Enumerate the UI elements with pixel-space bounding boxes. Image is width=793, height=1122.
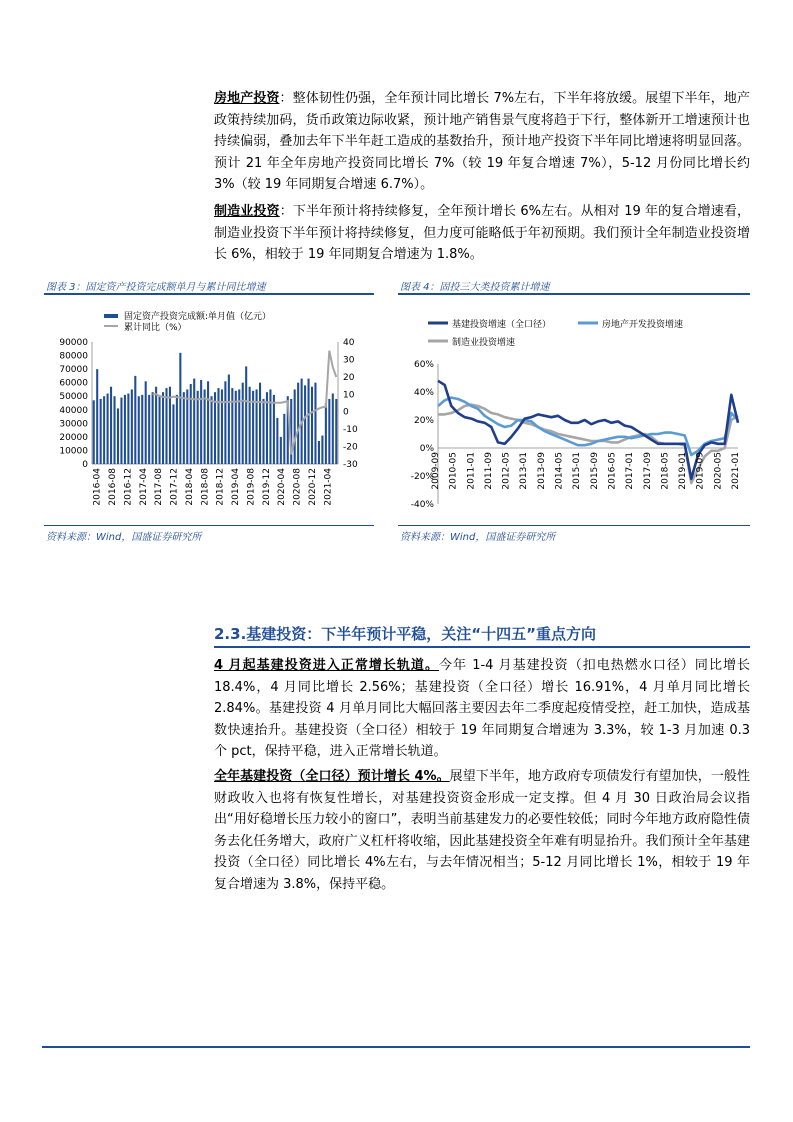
text-infra-forecast: 展望下半年，地方政府专项债发行有望加快，一般性财政收入也将有恢复性增长，对基建投资资金形成一定支撑。但 4 月 30 日政治局会议指出“用好稳增长压力较小的窗口”，表明当前基建发力的必要性较低；同时今年地方政府隐性债务去化任务增大，政府广义杠杆将收缩，因此基建投资全年难有明显抬升。我们预计全年基建投资（全口径）同比增长 4%左右，与去年情况相当；5-12 月同比增长 1%，相较于 19 年复合增速为 3.8%，保持平稳。 — [214, 769, 750, 892]
x-tick-label: 2018-12 — [215, 468, 226, 506]
y-left-tick: 70000 — [59, 365, 88, 376]
x-tick-label: 2018-05 — [660, 452, 671, 490]
x-tick-label: 2011-09 — [483, 452, 494, 490]
y-left-tick: 30000 — [59, 419, 88, 430]
bar-monthly-investment — [294, 389, 296, 464]
line-realestate — [438, 398, 738, 455]
legend-manufacturing-label: 制造业投资增速 — [452, 338, 516, 348]
paragraph-infra-forecast — [214, 766, 750, 895]
bar-monthly-investment — [311, 387, 313, 464]
bar-monthly-investment — [318, 441, 320, 464]
bar-monthly-investment — [283, 414, 285, 464]
chart-fixed-asset-investment — [44, 298, 374, 520]
bar-monthly-investment — [273, 395, 275, 464]
section-title: 2.3.基建投资：下半年预计平稳，关注“十四五”重点方向 — [214, 625, 596, 643]
bar-monthly-investment — [280, 437, 282, 464]
bar-monthly-investment — [214, 392, 216, 464]
x-tick-label: 2018-08 — [200, 468, 211, 506]
y-right-tick: 30 — [343, 355, 355, 366]
bar-monthly-investment — [269, 389, 271, 464]
bar-monthly-investment — [297, 383, 299, 464]
y-left-tick: 20000 — [59, 432, 88, 443]
section-title-rule — [214, 646, 750, 648]
text-manufacturing: ：下半年预计将持续修复，全年预计增长 6%左右。从相对 19 年的复合增速看，制造业投资下半年预计将持续修复，但力度可能略低于年初预期。我们预计全年制造业投资增长 6%，相较于 19 年同期复合增速为 1.8%。 — [214, 204, 750, 262]
y-left-tick: 50000 — [59, 392, 88, 403]
x-tick-label: 2020-08 — [292, 468, 303, 506]
y-right-tick: -30 — [343, 460, 358, 470]
heading-infra-normal-growth: 4 月起基建投资进入正常增长轨道。 — [214, 658, 439, 673]
bar-monthly-investment — [159, 396, 161, 464]
bar-monthly-investment — [304, 385, 306, 464]
bar-monthly-investment — [332, 394, 334, 464]
x-tick-label: 2019-08 — [246, 468, 257, 506]
x-tick-label: 2017-04 — [138, 468, 149, 506]
y-right-tick: -20 — [343, 442, 358, 453]
y-right-tick: 20 — [343, 372, 355, 383]
legend-line-swatch — [104, 325, 118, 327]
bar-monthly-investment — [141, 395, 143, 464]
figure-4-source: 资料来源：Wind，国盛证券研究所 — [400, 532, 556, 543]
x-tick-label: 2016-08 — [108, 468, 119, 506]
bar-monthly-investment — [183, 392, 185, 464]
bar-monthly-investment — [221, 389, 223, 464]
paragraph-manufacturing — [214, 201, 750, 266]
x-tick-label: 2021-01 — [731, 452, 741, 490]
bar-monthly-investment — [242, 383, 244, 464]
x-tick-label: 2020-05 — [713, 452, 724, 490]
x-tick-label: 2011-01 — [466, 452, 477, 490]
bar-monthly-investment — [190, 384, 192, 464]
paragraph-infra-normal-growth — [214, 655, 750, 763]
bar-monthly-investment — [155, 387, 157, 464]
figure-4-source-rule — [398, 525, 750, 526]
figure-3-source-rule — [44, 525, 374, 526]
figure-3-source: 资料来源：Wind，国盛证券研究所 — [46, 532, 202, 543]
bar-monthly-investment — [152, 392, 154, 464]
bar-monthly-investment — [172, 404, 174, 464]
legend-infra-label: 基建投资增速（全口径） — [452, 320, 552, 330]
text-real-estate: ：整体韧性仍强，全年预计同比增长 7%左右，下半年将放缓。展望下半年，地产政策持续加码，货币政策边际收紧，预计地产销售景气度将趋于下行，整体新开工增速预计也持续偏弱，叠加去年下半年赶工造成的基数抬升，预计地产投资下半年同比增速将明显回落。预计 21 年全年房地产投资同比增长 7%（较 19 年复合增速 7%），5-12 月份同比增长约 3%（较 19 年同期复合增速 6.7%）。 — [214, 91, 750, 192]
bar-monthly-investment — [325, 403, 327, 464]
x-tick-label: 2021-04 — [323, 468, 334, 506]
legend-realestate-label: 房地产开发投资增速 — [602, 320, 684, 330]
bar-monthly-investment — [224, 381, 226, 464]
x-tick-label: 2016-04 — [92, 468, 103, 506]
heading-real-estate: 房地产投资 — [214, 91, 280, 106]
bar-monthly-investment — [113, 396, 115, 464]
x-tick-label: 2009-09 — [431, 452, 441, 490]
x-tick-label: 2018-04 — [184, 468, 195, 506]
y-tick: 20% — [413, 416, 434, 426]
bar-monthly-investment — [335, 399, 337, 464]
bar-monthly-investment — [120, 398, 122, 464]
y-right-tick: 40 — [343, 338, 355, 348]
y-tick: 60% — [413, 360, 434, 370]
y-tick: -40% — [410, 500, 434, 510]
paragraph-real-estate — [214, 88, 750, 196]
x-tick-label: 2019-04 — [231, 468, 242, 506]
figure-3-rule — [44, 293, 374, 295]
x-tick-label: 2014-05 — [554, 452, 565, 490]
x-tick-label: 2015-01 — [572, 452, 583, 490]
bar-monthly-investment — [231, 388, 233, 464]
bar-monthly-investment — [107, 394, 109, 464]
y-right-tick: 0 — [343, 407, 349, 418]
heading-manufacturing: 制造业投资 — [214, 204, 280, 219]
bar-monthly-investment — [145, 381, 147, 464]
bar-monthly-investment — [131, 389, 133, 464]
y-tick: 0% — [419, 444, 434, 454]
x-tick-label: 2010-05 — [448, 452, 459, 490]
figure-3-title: 图表 3：固定资产投资完成额单月与累计同比增速 — [46, 282, 266, 293]
bar-monthly-investment — [96, 369, 98, 464]
bar-monthly-investment — [127, 394, 129, 464]
x-tick-label: 2017-08 — [154, 468, 165, 506]
bar-monthly-investment — [308, 379, 310, 464]
bar-monthly-investment — [245, 366, 247, 464]
y-left-tick: 40000 — [59, 405, 88, 416]
bar-monthly-investment — [134, 376, 136, 464]
legend-line-label: 累计同比（%） — [124, 323, 187, 333]
y-left-tick: 90000 — [59, 338, 88, 348]
x-tick-label: 2013-09 — [536, 452, 547, 490]
bar-monthly-investment — [100, 399, 102, 464]
bar-monthly-investment — [197, 391, 199, 464]
y-right-tick: -10 — [343, 425, 358, 436]
x-tick-label: 2019-12 — [261, 468, 272, 506]
bar-monthly-investment — [321, 436, 323, 464]
legend-bar-swatch — [104, 314, 118, 318]
legend-bar-label: 固定资产投资完成额:单月值（亿元） — [124, 312, 272, 322]
bar-monthly-investment — [186, 389, 188, 464]
y-left-tick: 60000 — [59, 378, 88, 389]
x-tick-label: 2017-01 — [625, 452, 636, 490]
bar-monthly-investment — [276, 418, 278, 464]
bar-monthly-investment — [162, 392, 164, 464]
bar-monthly-investment — [328, 399, 330, 464]
bar-monthly-investment — [314, 383, 316, 464]
heading-infra-forecast: 全年基建投资（全口径）预计增长 4%。 — [214, 769, 450, 784]
bar-monthly-investment — [165, 388, 167, 464]
x-tick-label: 2016-05 — [607, 452, 618, 490]
bar-monthly-investment — [148, 395, 150, 464]
bar-monthly-investment — [256, 389, 258, 464]
x-tick-label: 2012-05 — [501, 452, 512, 490]
y-tick: -20% — [410, 472, 434, 482]
bar-monthly-investment — [259, 383, 261, 464]
x-tick-label: 2019-01 — [678, 452, 689, 490]
bar-monthly-investment — [262, 399, 264, 464]
y-left-tick: 10000 — [59, 446, 88, 457]
x-tick-label: 2015-09 — [589, 452, 600, 490]
bar-monthly-investment — [117, 408, 119, 464]
bar-monthly-investment — [193, 379, 195, 464]
bar-monthly-investment — [210, 396, 212, 464]
bar-monthly-investment — [176, 395, 178, 464]
bar-monthly-investment — [200, 380, 202, 464]
bar-monthly-investment — [207, 381, 209, 464]
bar-monthly-investment — [138, 396, 140, 464]
bar-monthly-investment — [249, 387, 251, 464]
x-tick-label: 2013-01 — [519, 452, 530, 490]
bar-monthly-investment — [217, 388, 219, 464]
bar-monthly-investment — [93, 400, 95, 464]
figure-4-rule — [398, 293, 750, 295]
x-tick-label: 2020-04 — [277, 468, 288, 506]
x-tick-label: 2017-12 — [169, 468, 180, 506]
x-tick-label: 2020-12 — [307, 468, 318, 506]
y-left-tick: 0 — [82, 460, 88, 470]
y-left-tick: 80000 — [59, 351, 88, 362]
bar-monthly-investment — [124, 395, 126, 464]
chart-three-investment-growth — [398, 298, 750, 520]
y-tick: 40% — [413, 388, 434, 398]
footer-rule — [42, 1046, 750, 1048]
bar-monthly-investment — [179, 353, 181, 464]
bar-monthly-investment — [110, 387, 112, 464]
figure-4-title: 图表 4：固投三大类投资累计增速 — [400, 282, 550, 293]
x-tick-label: 2017-09 — [642, 452, 653, 490]
x-tick-label: 2019-09 — [695, 452, 706, 490]
bar-monthly-investment — [228, 375, 230, 464]
bar-monthly-investment — [204, 389, 206, 464]
x-tick-label: 2016-12 — [123, 468, 134, 506]
bar-monthly-investment — [103, 396, 105, 464]
text-infra-normal-growth: 今年 1-4 月基建投资（扣电热燃水口径）同比增长 18.4%，4 月同比增长 2.56%；基建投资（全口径）增长 16.91%，4 月单月同比增长 2.84%。基建投资 4 月单月同比大幅回落主要因去年二季度起疫情受控，赶工加快，造成基数快速抬升。基建投资（全口径）相较于 19 年同期复合增速为 3.3%，较 1-3 月加速 0.3 个 pct，保持平稳，进入正常增长轨道。 — [214, 658, 751, 759]
y-right-tick: 10 — [343, 390, 355, 401]
